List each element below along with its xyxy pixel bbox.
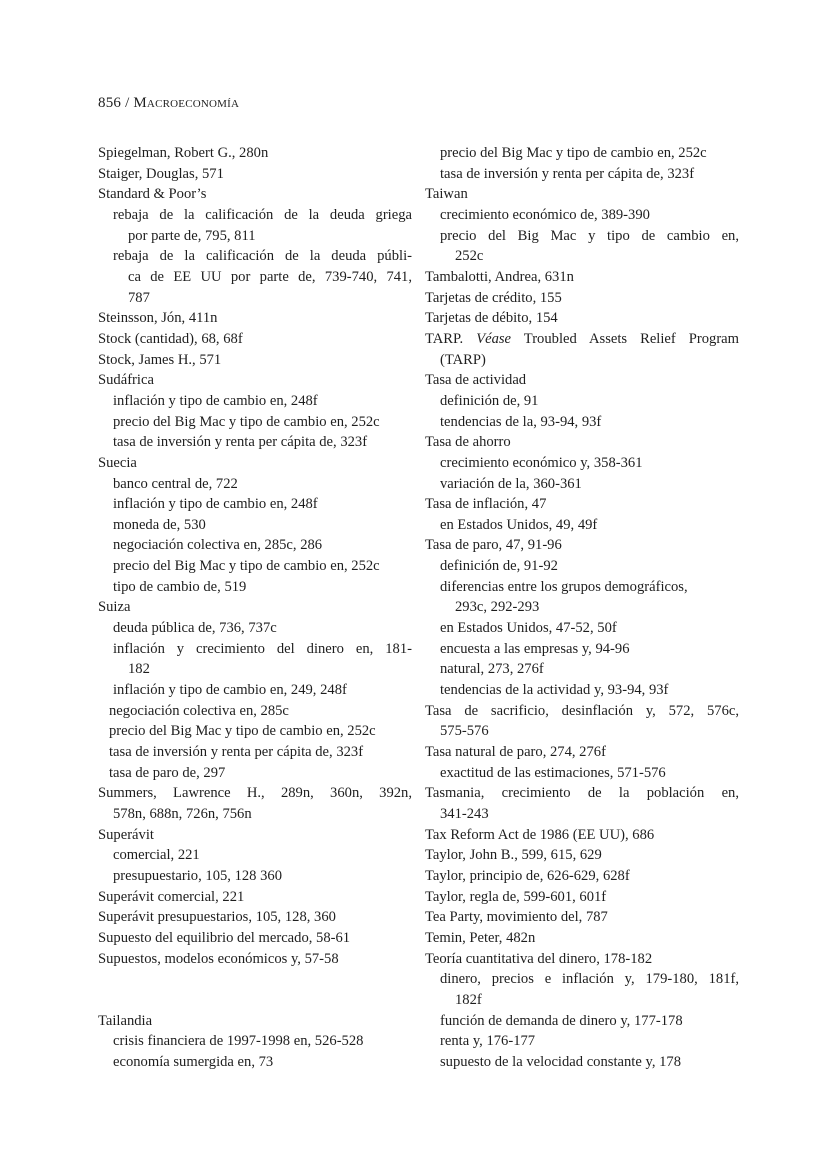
cross-reference: Troubled Assets Relief Program [523,330,740,347]
index-subentry: tasa de inversión y renta per cápita de, 323f [113,434,368,451]
index-subentry-continuation: 252c [455,248,484,265]
index-subentry: función de demanda de dinero y, 177-178 [440,1012,683,1029]
index-column-left [98,143,412,1073]
index-entry: Summers, Lawrence H., 289n, 360n, 392n, [98,785,412,802]
index-subentry: en Estados Unidos, 47-52, 50f [440,620,617,637]
index-subentry: tasa de paro de, 297 [109,764,226,781]
header-separator: / [125,95,130,111]
index-subentry: definición de, 91 [440,392,539,409]
index-entry: Superávit comercial, 221 [98,888,245,905]
index-entry: Tasa de sacrificio, desinflación y, 572, 576c, [425,702,739,719]
section-gap [98,969,412,1010]
index-entry: Suiza [98,599,131,616]
index-entry: Tasa de paro, 47, 91-96 [425,537,562,554]
index-entry: Tasmania, crecimiento de la población en, [425,785,739,802]
index-subentry: inflación y tipo de cambio en, 248f [113,496,318,513]
index-subentry: negociación colectiva en, 285c [109,702,289,719]
index-subentry: comercial, 221 [113,847,200,864]
index-subentry: tendencias de la actividad y, 93-94, 93f [440,682,669,699]
index-entry: Superávit [98,826,154,843]
running-header [98,95,239,112]
index-entry: Spiegelman, Robert G., 280n [98,145,269,161]
index-subentry: natural, 273, 276f [440,661,544,678]
index-entry: Steinsson, Jón, 411n [98,310,218,327]
index-entry: Tasa de inflación, 47 [425,496,547,513]
index-subentry-continuation: 182 [128,661,150,678]
index-entry-continuation: (TARP) [440,351,486,368]
index-entry: Taiwan [425,186,468,203]
index-subentry: diferencias entre los grupos demográficos, [440,578,688,595]
index-entry: Stock (cantidad), 68, 68f [98,330,243,347]
index-entry: Tasa de actividad [425,372,527,389]
index-subentry: precio del Big Mac y tipo de cambio en, [440,227,739,244]
index-subentry: dinero, precios e inflación y, 179-180, 181f, [440,971,739,988]
index-subentry: precio del Big Mac y tipo de cambio en, 252c [109,723,376,740]
index-term: TARP. [425,330,464,347]
page-number: 856 [98,95,122,111]
index-entry: Tax Reform Act de 1986 (EE UU), 686 [425,826,655,843]
index-subentry: banco central de, 722 [113,475,238,492]
index-subentry: tipo de cambio de, 519 [113,578,247,595]
index-subentry: renta y, 176-177 [440,1033,536,1050]
index-entry-continuation: 578n, 688n, 726n, 756n [113,806,252,822]
index-subentry: inflación y tipo de cambio en, 249, 248f [113,682,347,699]
index-entry: Suecia [98,454,137,471]
index-subentry: inflación y crecimiento del dinero en, 181- [113,640,412,657]
index-subentry-continuation: 182f [455,991,482,1008]
index-subentry: economía sumergida en, 73 [113,1053,274,1070]
index-subentry-continuation: 293c, 292-293 [455,599,540,616]
index-entry: Teoría cuantitativa del dinero, 178-182 [425,950,653,967]
index-entry: Tailandia [98,1012,153,1029]
index-subentry-continuation: por parte de, 795, 811 [128,227,256,244]
index-subentry: supuesto de la velocidad constante y, 178 [440,1053,682,1070]
index-entry: Standard & Poor’s [98,186,207,203]
index-subentry: rebaja de la calificación de la deuda públi- [113,248,412,265]
index-subentry: precio del Big Mac y tipo de cambio en, 252c [440,145,707,161]
index-entry-continuation: 575-576 [440,723,489,740]
index-subentry: crecimiento económico de, 389-390 [440,206,650,223]
index-subentry: tendencias de la, 93-94, 93f [440,413,602,430]
index-entry: Tasa natural de paro, 274, 276f [425,744,606,761]
index-entry-continuation: 341-243 [440,806,489,822]
index-entry: Temin, Peter, 482n [425,929,536,946]
index-entry-tarp [425,329,739,350]
index-entry: Sudáfrica [98,372,154,389]
index-subentry: precio del Big Mac y tipo de cambio en, 252c [113,413,380,430]
index-subentry: precio del Big Mac y tipo de cambio en, 252c [113,558,380,575]
index-subentry: crisis financiera de 1997-1998 en, 526-528 [113,1033,364,1050]
index-subentry-continuation: 787 [128,289,150,306]
index-subentry: rebaja de la calificación de la deuda griega [113,206,412,223]
index-entry: Supuestos, modelos económicos y, 57-58 [98,950,339,967]
index-subentry: inflación y tipo de cambio en, 248f [113,392,318,409]
index-entry: Tasa de ahorro [425,434,511,451]
index-column-right [425,143,739,1073]
index-subentry: encuesta a las empresas y, 94-96 [440,640,630,657]
index-subentry-continuation: ca de EE UU por parte de, 739-740, 741, [128,268,412,285]
index-entry: Taylor, John B., 599, 615, 629 [425,847,602,864]
index-subentry: exactitud de las estimaciones, 571-576 [440,764,666,781]
index-entry: Tambalotti, Andrea, 631n [425,268,574,285]
index-entry: Superávit presupuestarios, 105, 128, 360 [98,909,336,926]
index-subentry: moneda de, 530 [113,516,206,533]
index-subentry: crecimiento económico y, 358-361 [440,454,643,471]
index-entry: Tarjetas de crédito, 155 [425,289,562,306]
index-entry: Staiger, Douglas, 571 [98,165,224,182]
index-subentry: tasa de inversión y renta per cápita de, 323f [109,744,364,761]
index-subentry: negociación colectiva en, 285c, 286 [113,537,323,554]
index-entry: Tarjetas de débito, 154 [425,310,558,327]
index-entry: Supuesto del equilibrio del mercado, 58-61 [98,929,351,946]
index-subentry: deuda pública de, 736, 737c [113,620,277,637]
index-subentry: presupuestario, 105, 128 360 [113,867,283,884]
see-reference-label: Véase [476,330,512,347]
index-entry: Stock, James H., 571 [98,351,222,368]
index-entry: Taylor, principio de, 626-629, 628f [425,867,630,884]
index-subentry: definición de, 91-92 [440,558,558,575]
book-title: Macroeconomía [133,95,240,111]
index-subentry: variación de la, 360-361 [440,475,582,492]
index-subentry: en Estados Unidos, 49, 49f [440,516,598,533]
index-subentry: tasa de inversión y renta per cápita de, 323f [440,165,695,182]
index-entry: Tea Party, movimiento del, 787 [425,909,608,926]
index-entry: Taylor, regla de, 599-601, 601f [425,888,607,905]
